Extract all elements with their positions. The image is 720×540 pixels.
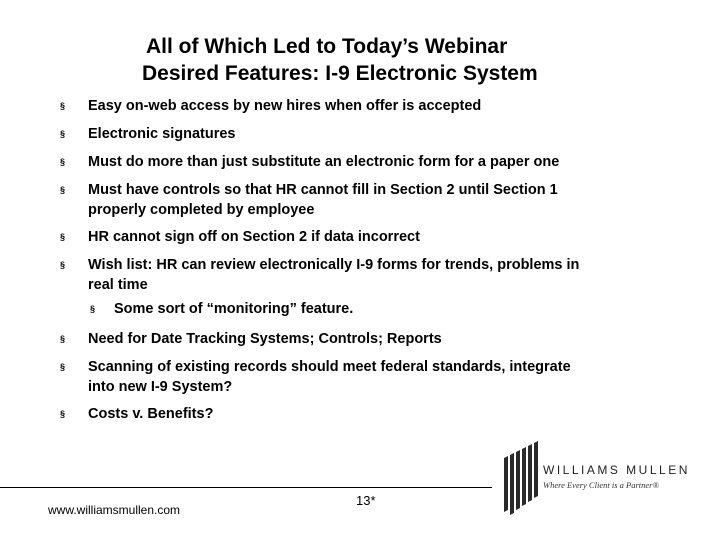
bullet-text: Electronic signatures <box>88 126 236 142</box>
title-line-1: All of Which Led to Today’s Webinar <box>146 35 508 58</box>
bullet-text: Some sort of “monitoring” feature. <box>114 301 354 317</box>
bullet-text: HR cannot sign off on Section 2 if data incorrect <box>88 229 420 245</box>
bullet-text: Must do more than just substitute an electronic form for a paper one <box>88 154 560 170</box>
bullet-text-continued: properly completed by employee <box>88 202 315 218</box>
footer-divider <box>0 487 492 488</box>
bullet-marker-icon: § <box>90 304 96 314</box>
logo-tagline: Where Every Client is a Partner® <box>543 480 659 490</box>
bullet-marker-icon: § <box>60 362 66 372</box>
bullet-text: Easy on-web access by new hires when offer is accepted <box>88 98 482 114</box>
bullet-text: Need for Date Tracking Systems; Controls; Reports <box>88 331 442 347</box>
williams-mullen-logo-icon <box>498 438 562 520</box>
bullet-marker-icon: § <box>60 129 66 139</box>
title-line-2: Desired Features: I-9 Electronic System <box>142 62 538 85</box>
logo-wordmark: WILLIAMS MULLEN <box>543 463 690 477</box>
bullet-text-continued: into new I-9 System? <box>88 379 233 395</box>
bullet-marker-icon: § <box>60 260 66 270</box>
bullet-marker-icon: § <box>60 232 66 242</box>
bullet-marker-icon: § <box>60 409 66 419</box>
footer-url-link[interactable]: www.williamsmullen.com <box>48 503 181 517</box>
bullet-text: Scanning of existing records should meet federal standards, integrate <box>88 359 571 375</box>
page-number: 13* <box>356 493 376 508</box>
bullet-text: Costs v. Benefits? <box>88 406 214 422</box>
bullet-text: Must have controls so that HR cannot fill in Section 2 until Section 1 <box>88 182 558 198</box>
bullet-text: Wish list: HR can review electronically I-9 forms for trends, problems in <box>88 257 580 273</box>
bullet-marker-icon: § <box>60 185 66 195</box>
bullet-marker-icon: § <box>60 157 66 167</box>
bullet-marker-icon: § <box>60 334 66 344</box>
bullet-marker-icon: § <box>60 101 66 111</box>
bullet-text-continued: real time <box>88 277 148 293</box>
